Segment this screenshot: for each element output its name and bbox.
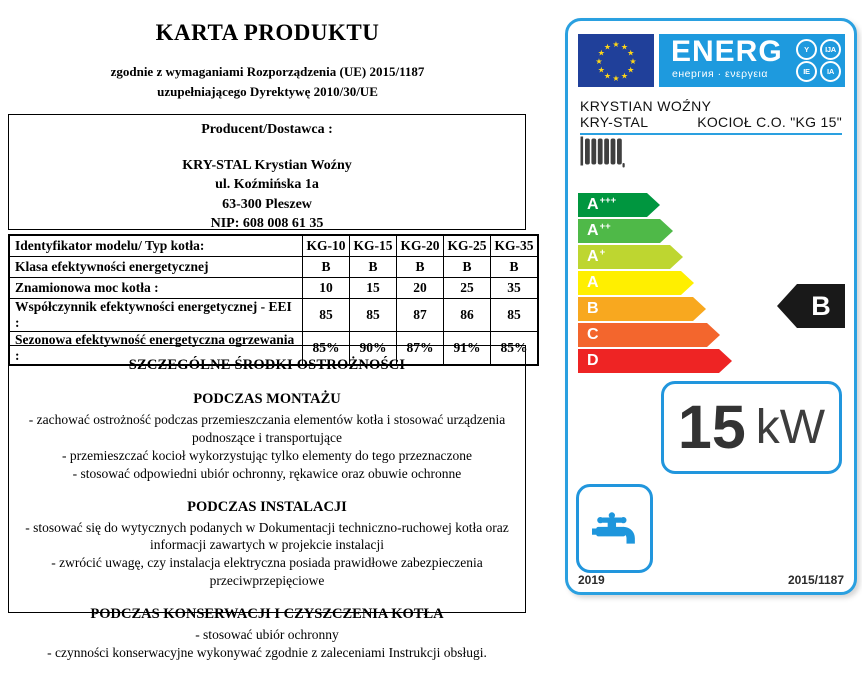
cell: B (350, 257, 397, 278)
supplier-model-row (580, 114, 842, 130)
svg-text:★: ★ (627, 65, 635, 75)
cell: 87 (397, 299, 444, 332)
precautions-section-instalacja (20, 498, 514, 590)
table-row (9, 299, 538, 332)
cell: KG-10 (303, 235, 350, 257)
supplier-name: KRYSTIAN WOŹNY (580, 98, 712, 114)
class-bar (578, 219, 660, 243)
efficiency-class-row (578, 297, 732, 321)
language-circle: Y (796, 39, 817, 60)
class-bar (578, 193, 647, 217)
class-bar (578, 349, 719, 373)
power-unit: kW (755, 400, 826, 454)
cell: 85 (491, 299, 539, 332)
class-grade-sup: ++ (599, 220, 611, 232)
svg-text:★: ★ (595, 57, 603, 66)
cell: 35 (491, 278, 539, 299)
cell: 85 (303, 299, 350, 332)
rated-power-box (661, 381, 842, 474)
section-heading: PODCZAS INSTALACJI (187, 498, 347, 515)
class-bar-tip (670, 245, 683, 269)
section-line: - przemieszczać kocioł wykorzystując tylko elementy do tego przeznaczone (61, 447, 473, 463)
class-grade-sup: + (599, 246, 606, 258)
section-heading: PODCZAS KONSERWACJI I CZYSZCZENIA KOTŁA (90, 605, 444, 622)
class-grade: B (587, 300, 599, 317)
tap-icon (592, 511, 638, 547)
eu-flag-icon (578, 34, 654, 87)
cell: 20 (397, 278, 444, 299)
row-label: Klasa efektywności energetycznej (9, 257, 303, 278)
subtitle-line-1: zgodnie z wymaganiami Rozporządzenia (UE) 2015/1187 (110, 64, 425, 79)
efficiency-class-row (578, 349, 732, 373)
class-grade-sup: +++ (599, 194, 617, 206)
class-bar (578, 271, 681, 295)
row-label: Współczynnik efektywności energetycznej - EEI : (9, 299, 303, 332)
cell: KG-25 (444, 235, 491, 257)
class-grade: A (587, 248, 599, 265)
class-grade: A (587, 196, 599, 213)
cell: B (303, 257, 350, 278)
cell: 90% (350, 332, 397, 366)
section-line: - zachować ostrożność podczas przemieszczania elementów kotła i stosować urządzenia podnoszące i transportujące (28, 412, 506, 446)
row-label: Znamionowa moc kotła : (9, 278, 303, 299)
precautions-title: SZCZEGÓLNE ŚRODKI OSTROŻNOŚCI (128, 357, 406, 373)
cell: 87% (397, 332, 444, 366)
section-line: - stosować się do wytycznych podanych w Dokumentacji techniczno-ruchowej kotła oraz informacji zawartych w projekcie instalacji (25, 519, 509, 553)
radiator-icon (580, 136, 626, 168)
energ-language-circles (796, 39, 841, 82)
water-function-box (576, 484, 653, 573)
page-subtitle (0, 62, 535, 101)
section-line: - zwrócić uwagę, czy instalacja elektryczna posiada prawidłowe zabezpieczenia przeciwprzepięciowe (51, 555, 483, 589)
class-bar-tip (719, 349, 732, 373)
class-bar-tip (693, 297, 706, 321)
producer-details (9, 156, 525, 233)
energy-label (565, 18, 857, 595)
class-grade: A (587, 274, 599, 291)
table-row (9, 235, 538, 257)
rating-arrow-tip (777, 284, 797, 328)
class-bar-tip (660, 219, 673, 243)
cell: B (397, 257, 444, 278)
svg-text:★: ★ (629, 57, 637, 66)
subtitle-line-2: uzupełniającego Dyrektywę 2010/30/UE (157, 83, 378, 99)
class-grade: A (587, 222, 599, 239)
efficiency-class-ladder (578, 193, 732, 375)
producer-city: 63-300 Pleszew (222, 196, 312, 212)
section-heading: PODCZAS MONTAŻU (193, 391, 341, 408)
cell: KG-15 (350, 235, 397, 257)
precautions-section-montaz (20, 390, 514, 482)
row-label: Sezonowa efektywność energetyczna ogrzewania : (9, 332, 303, 366)
efficiency-class-row (578, 271, 732, 295)
svg-text:★: ★ (603, 71, 612, 81)
class-bar (578, 245, 670, 269)
row-label: Identyfikator modelu/ Typ kotła: (9, 235, 303, 257)
producer-street: ul. Koźmińska 1a (215, 177, 319, 193)
efficiency-class-row (578, 245, 732, 269)
cell: KG-35 (491, 235, 539, 257)
cell: 15 (350, 278, 397, 299)
cell: 10 (303, 278, 350, 299)
precautions-section-konserwacja (20, 605, 514, 662)
cell: 85 (350, 299, 397, 332)
efficiency-class-row (578, 193, 732, 217)
label-year: 2019 (578, 573, 605, 587)
svg-text:★: ★ (620, 71, 629, 81)
cell: 91% (444, 332, 491, 366)
precautions-box (8, 345, 526, 660)
table-row (9, 278, 538, 299)
class-bar (578, 323, 707, 347)
section-line: - stosować ubiór ochronny (195, 627, 339, 642)
cell: 25 (444, 278, 491, 299)
table-row (9, 257, 538, 278)
cell: B (491, 257, 539, 278)
language-circle: IA (820, 61, 841, 82)
svg-text:★: ★ (597, 65, 605, 75)
svg-text:★: ★ (612, 40, 620, 49)
svg-text:★: ★ (627, 48, 635, 58)
producer-box (8, 114, 526, 230)
rating-arrow (777, 284, 845, 328)
energ-logo-text: ENERG (671, 35, 783, 68)
svg-text:★: ★ (603, 42, 612, 52)
supplier-brand: KRY-STAL (580, 114, 649, 130)
power-value: 15 (677, 393, 746, 461)
energy-label-header (578, 34, 845, 87)
cell: KG-20 (397, 235, 444, 257)
class-bar-tip (681, 271, 694, 295)
section-line: - stosować odpowiedni ubiór ochronny, rękawice oraz obuwie ochronne (72, 465, 462, 481)
page-title: KARTA PRODUKTU (155, 20, 380, 45)
language-circle: IE (796, 61, 817, 82)
cell: 85% (491, 332, 539, 366)
class-grade: D (587, 352, 599, 369)
class-bar-tip (707, 323, 720, 347)
energ-logo (659, 34, 845, 87)
svg-text:★: ★ (597, 48, 605, 58)
cell: 85% (303, 332, 350, 366)
section-line: - czynności konserwacyjne wykonywać zgodnie z zaleceniami Instrukcji obsługi. (47, 644, 487, 660)
producer-heading: Producent/Dostawca : (201, 122, 333, 137)
label-regulation: 2015/1187 (787, 573, 844, 587)
class-grade: C (587, 326, 599, 343)
class-bar (578, 297, 693, 321)
header-divider (580, 133, 842, 135)
class-bar-tip (647, 193, 660, 217)
producer-tax-id: NIP: 608 008 61 35 (210, 215, 324, 231)
svg-text:★: ★ (620, 42, 629, 52)
rating-grade: B (797, 284, 845, 328)
efficiency-class-row (578, 323, 732, 347)
energ-logo-subtext: енергия · ενεργεια (672, 68, 768, 80)
producer-company: KRY-STAL Krystian Woźny (182, 158, 352, 173)
cell: 86 (444, 299, 491, 332)
svg-text:★: ★ (612, 74, 620, 83)
model-name: KOCIOŁ C.O. "KG 15" (697, 114, 842, 130)
language-circle: IJA (820, 39, 841, 60)
cell: B (444, 257, 491, 278)
efficiency-class-row (578, 219, 732, 243)
